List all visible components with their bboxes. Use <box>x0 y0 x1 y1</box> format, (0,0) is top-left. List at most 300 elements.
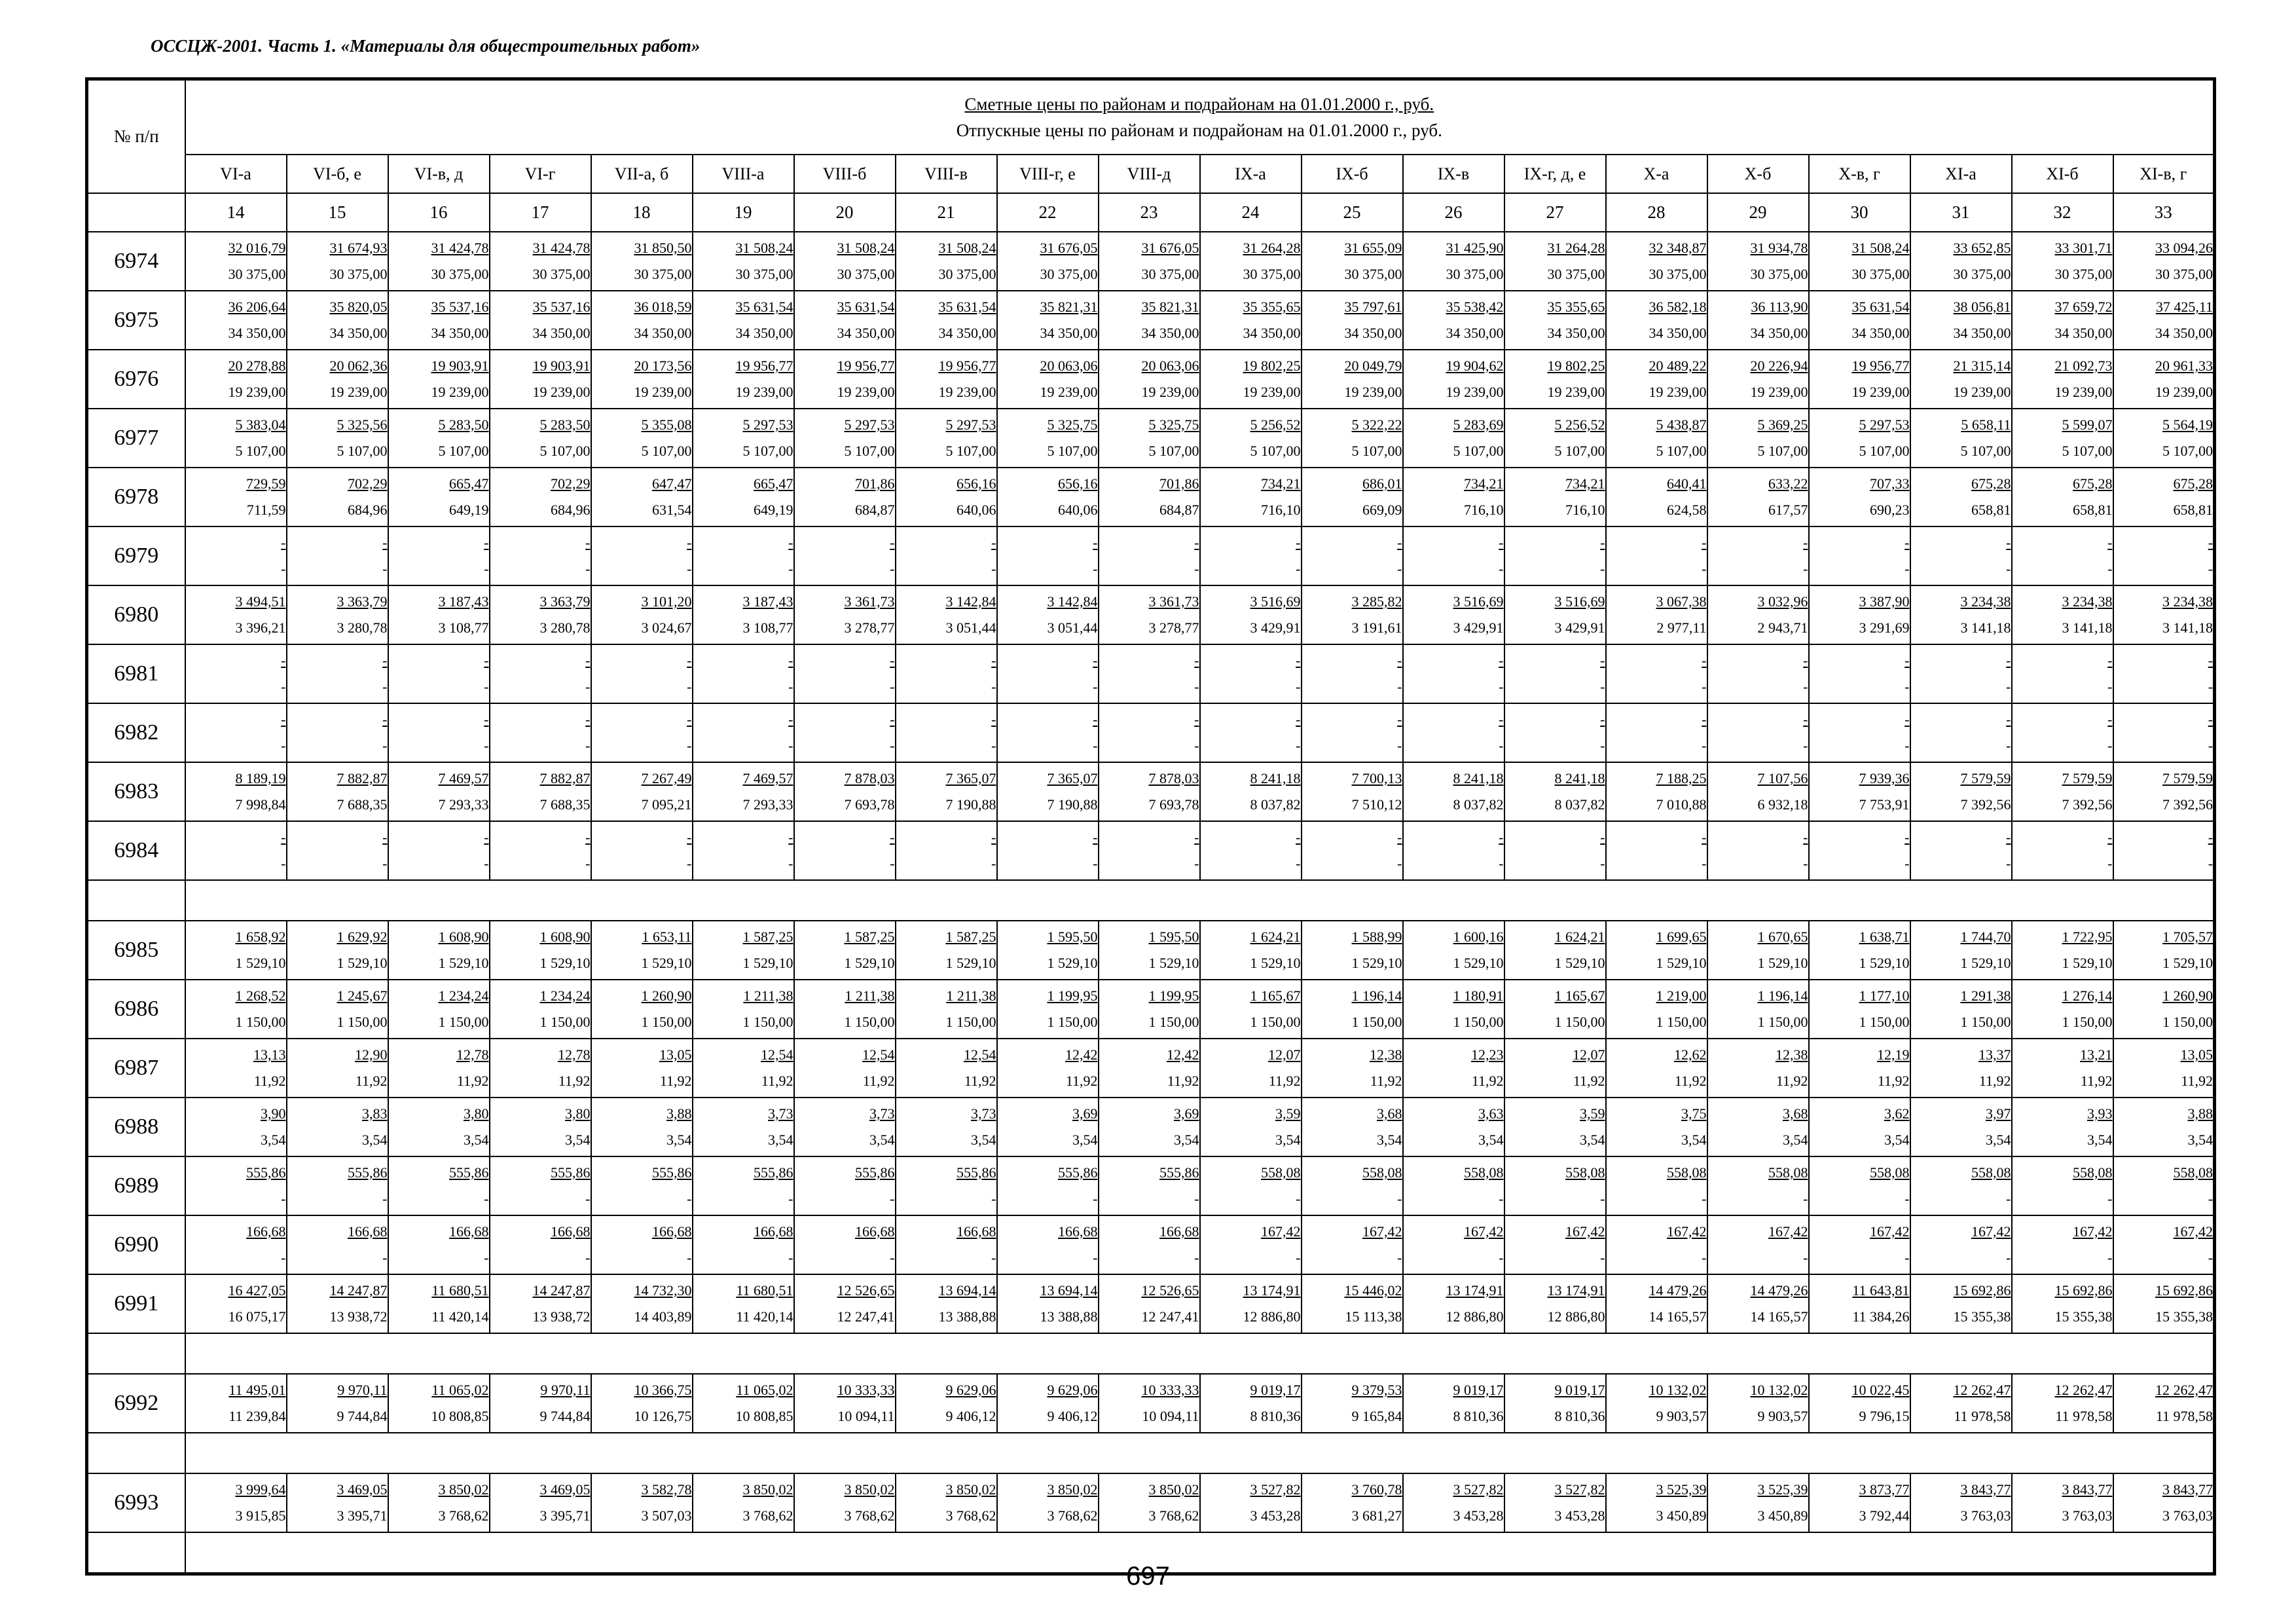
release-price: 30 375,00 <box>1141 266 1199 282</box>
price-cell <box>1504 980 1606 1039</box>
release-price: 13 388,88 <box>1040 1308 1098 1325</box>
release-price: 3 278,77 <box>844 619 895 636</box>
release-price: 7 693,78 <box>844 796 895 813</box>
price-cell <box>1403 585 1504 644</box>
estimate-price: - <box>1296 652 1301 669</box>
estimate-price: 5 297,53 <box>844 416 895 433</box>
price-cell <box>1606 232 1707 291</box>
price-cell <box>997 703 1099 762</box>
estimate-price: - <box>788 711 793 728</box>
district-header: VIII-а <box>693 155 794 193</box>
estimate-price: 1 211,38 <box>946 987 996 1004</box>
estimate-price: - <box>484 711 489 728</box>
price-cell <box>997 291 1099 350</box>
release-price: 19 239,00 <box>1243 384 1301 400</box>
release-price: - <box>1702 561 1707 577</box>
price-cell <box>388 1274 490 1333</box>
price-cell <box>997 1156 1099 1215</box>
price-cell <box>1099 409 1200 468</box>
estimate-price: 35 631,54 <box>938 299 996 315</box>
estimate-price: 555,86 <box>1058 1164 1098 1181</box>
estimate-price: 167,42 <box>1971 1223 2011 1240</box>
price-cell <box>693 703 794 762</box>
release-price: 1 150,00 <box>945 1014 996 1030</box>
estimate-price: 35 537,16 <box>431 299 489 315</box>
estimate-price-line <box>1911 766 2011 792</box>
release-price: 684,87 <box>1159 502 1199 518</box>
price-cell <box>1200 1374 1302 1433</box>
estimate-price-line <box>1911 294 2011 320</box>
price-cell <box>1910 1039 2012 1098</box>
estimate-price-line <box>1607 1377 1707 1403</box>
release-price: 11 384,26 <box>1852 1308 1910 1325</box>
price-cell <box>591 703 693 762</box>
price-cell <box>1200 232 1302 291</box>
estimate-price-line <box>896 1477 996 1503</box>
release-price: 7 510,12 <box>1351 796 1402 813</box>
price-cell <box>794 703 896 762</box>
price-cell <box>1707 762 1809 821</box>
price-cell <box>185 703 287 762</box>
price-cell <box>1910 703 2012 762</box>
estimate-price-line <box>2114 1377 2214 1403</box>
release-price: 631,54 <box>652 502 692 518</box>
release-price: - <box>1803 678 1808 695</box>
price-cell <box>1707 1274 1809 1333</box>
release-price: - <box>281 855 286 872</box>
estimate-price-line <box>1708 1101 1808 1127</box>
price-cell <box>1403 232 1504 291</box>
price-cell <box>287 1274 388 1333</box>
release-price: 34 350,00 <box>532 325 591 341</box>
estimate-price-line <box>1505 353 1605 379</box>
estimate-price-line <box>389 1101 489 1127</box>
estimate-price-line <box>389 530 489 556</box>
release-price: 34 350,00 <box>1040 325 1098 341</box>
estimate-price: 16 427,05 <box>228 1282 286 1299</box>
price-cell <box>997 821 1099 880</box>
price-cell <box>490 644 591 703</box>
estimate-price: - <box>890 711 895 728</box>
item-code: 6983 <box>87 762 185 821</box>
price-cell <box>1504 232 1606 291</box>
estimate-price: 1 196,14 <box>1351 987 1402 1004</box>
price-cell <box>1302 350 1403 409</box>
item-code: 6982 <box>87 703 185 762</box>
estimate-price-line <box>2013 824 2113 851</box>
release-price: 34 350,00 <box>837 325 895 341</box>
release-price: - <box>281 1190 286 1207</box>
price-cell <box>1302 585 1403 644</box>
estimate-price-line <box>998 924 1098 950</box>
release-price: 11,92 <box>355 1073 388 1089</box>
estimate-price-line <box>592 412 692 438</box>
price-cell <box>2113 1473 2215 1532</box>
release-price: 9 744,84 <box>539 1408 591 1424</box>
estimate-price: 3 582,78 <box>641 1481 692 1498</box>
estimate-price: 1 219,00 <box>1656 987 1707 1004</box>
estimate-price-line <box>693 924 793 950</box>
estimate-price: 19 904,62 <box>1446 358 1504 374</box>
table-row <box>87 1156 2215 1215</box>
price-cell <box>1606 644 1707 703</box>
estimate-price-line <box>1404 1377 1504 1403</box>
estimate-price: - <box>890 829 895 845</box>
price-cell <box>1707 1473 1809 1532</box>
release-price: - <box>687 1249 692 1266</box>
release-price: 1 150,00 <box>1148 1014 1199 1030</box>
release-price: - <box>382 561 388 577</box>
estimate-price: - <box>1600 829 1605 845</box>
release-price: 5 107,00 <box>539 443 591 459</box>
release-price: - <box>1093 678 1098 695</box>
release-price: 1 529,10 <box>2062 955 2113 971</box>
estimate-price: 3,93 <box>2087 1105 2113 1122</box>
estimate-price: 558,08 <box>2173 1164 2214 1181</box>
estimate-price-line <box>389 924 489 950</box>
estimate-price-line <box>2013 1101 2113 1127</box>
estimate-price: 10 132,02 <box>1649 1382 1707 1398</box>
item-code: 6975 <box>87 291 185 350</box>
price-cell <box>1606 1274 1707 1333</box>
estimate-price: - <box>1093 829 1098 845</box>
estimate-price: 12,42 <box>1167 1046 1199 1063</box>
price-cell <box>693 1098 794 1156</box>
estimate-price-line <box>693 983 793 1009</box>
estimate-price-line <box>1505 294 1605 320</box>
estimate-price: 5 369,25 <box>1757 416 1808 433</box>
price-cell <box>185 468 287 526</box>
column-number: 20 <box>794 193 896 232</box>
estimate-price: 13,37 <box>1978 1046 2011 1063</box>
price-cell <box>490 526 591 585</box>
estimate-price-line <box>998 707 1098 733</box>
estimate-price: 5 355,08 <box>641 416 692 433</box>
spacer-row <box>87 1333 2215 1374</box>
estimate-price: 38 056,81 <box>1953 299 2011 315</box>
estimate-price-line <box>896 924 996 950</box>
district-header: X-б <box>1707 155 1809 193</box>
release-price: 3 141,18 <box>2062 619 2113 636</box>
price-cell <box>1910 921 2012 980</box>
estimate-price-line <box>1708 294 1808 320</box>
district-header: XI-б <box>2012 155 2113 193</box>
estimate-price: 555,86 <box>551 1164 591 1181</box>
estimate-price: 14 247,87 <box>532 1282 591 1299</box>
estimate-price-line <box>2114 924 2214 950</box>
estimate-price: 558,08 <box>1870 1164 1910 1181</box>
estimate-price: 5 325,75 <box>1047 416 1098 433</box>
estimate-price-line <box>1911 707 2011 733</box>
estimate-price-line <box>2114 824 2214 851</box>
release-price: 3 453,28 <box>1250 1507 1301 1524</box>
estimate-price: 3,73 <box>869 1105 895 1122</box>
table-row <box>87 232 2215 291</box>
estimate-price-line <box>1404 530 1504 556</box>
estimate-price: 3,73 <box>768 1105 793 1122</box>
price-cell <box>1302 1274 1403 1333</box>
table-row <box>87 526 2215 585</box>
estimate-price-line <box>693 1160 793 1186</box>
estimate-price-line <box>1911 412 2011 438</box>
estimate-price-line <box>2013 924 2113 950</box>
estimate-price-line <box>1302 294 1402 320</box>
estimate-price: 3 101,20 <box>641 593 692 610</box>
price-cell <box>2012 585 2113 644</box>
release-price: 7 293,33 <box>742 796 793 813</box>
estimate-price: 35 631,54 <box>735 299 793 315</box>
estimate-price: - <box>2208 711 2214 728</box>
estimate-price-line <box>1302 353 1402 379</box>
price-cell <box>1403 821 1504 880</box>
release-price: 30 375,00 <box>735 266 793 282</box>
estimate-price: 1 260,90 <box>2162 987 2214 1004</box>
estimate-price-line <box>1099 707 1199 733</box>
estimate-price-line <box>1708 530 1808 556</box>
item-code: 6985 <box>87 921 185 980</box>
estimate-price: 9 970,11 <box>337 1382 388 1398</box>
estimate-price-line <box>1404 471 1504 497</box>
estimate-price: - <box>484 829 489 845</box>
estimate-price-line <box>1810 1219 1910 1245</box>
column-number: 24 <box>1200 193 1302 232</box>
column-number: 31 <box>1910 193 2012 232</box>
estimate-price: 558,08 <box>1464 1164 1504 1181</box>
estimate-price: 11 680,51 <box>736 1282 793 1299</box>
release-price: 30 375,00 <box>431 266 489 282</box>
release-price: 1 150,00 <box>1960 1014 2011 1030</box>
release-price: 9 744,84 <box>337 1408 388 1424</box>
estimate-price-line <box>287 983 388 1009</box>
price-cell <box>1099 1098 1200 1156</box>
estimate-price: 21 315,14 <box>1953 358 2011 374</box>
estimate-price: 1 177,10 <box>1859 987 1910 1004</box>
release-price: - <box>2107 1249 2113 1266</box>
estimate-price: 1 276,14 <box>2062 987 2113 1004</box>
estimate-price-line <box>186 1278 286 1304</box>
price-cell <box>794 1274 896 1333</box>
column-number: 19 <box>693 193 794 232</box>
price-cell <box>287 980 388 1039</box>
price-cell <box>591 980 693 1039</box>
release-price: - <box>484 737 489 754</box>
release-price: - <box>1499 1249 1504 1266</box>
estimate-price: 7 469,57 <box>438 770 489 786</box>
price-cell <box>693 1156 794 1215</box>
estimate-price-line <box>2114 589 2214 615</box>
price-cell <box>1302 980 1403 1039</box>
price-cell <box>185 232 287 291</box>
estimate-price-line <box>1201 1160 1301 1186</box>
estimate-price: 3 234,38 <box>1960 593 2011 610</box>
release-price: - <box>1397 737 1402 754</box>
estimate-price-line <box>490 1477 591 1503</box>
price-cell <box>287 350 388 409</box>
price-cell <box>896 350 997 409</box>
estimate-price-line <box>1708 1219 1808 1245</box>
release-price: 3 768,62 <box>1148 1507 1199 1524</box>
estimate-price-line <box>592 648 692 674</box>
release-price: 11,92 <box>1471 1073 1504 1089</box>
release-price: 11,92 <box>761 1073 793 1089</box>
price-cell <box>1099 232 1200 291</box>
item-code: 6978 <box>87 468 185 526</box>
estimate-price: 1 595,50 <box>1047 929 1098 945</box>
estimate-price-line <box>795 294 895 320</box>
price-cell <box>2012 980 2113 1039</box>
price-cell <box>1504 1098 1606 1156</box>
estimate-price-line <box>1607 412 1707 438</box>
estimate-price: 33 652,85 <box>1953 240 2011 256</box>
price-cell <box>1099 585 1200 644</box>
estimate-price-line <box>2013 353 2113 379</box>
estimate-price: 3 032,96 <box>1757 593 1808 610</box>
release-price: 11,92 <box>2080 1073 2113 1089</box>
release-price: 5 107,00 <box>2062 443 2113 459</box>
estimate-price: 37 659,72 <box>2054 299 2113 315</box>
estimate-price: 167,42 <box>1768 1223 1808 1240</box>
estimate-price: - <box>2107 829 2113 845</box>
table-body <box>87 232 2215 1574</box>
estimate-price: 3 527,82 <box>1453 1481 1504 1498</box>
release-price: - <box>2107 678 2113 695</box>
release-price: 3,54 <box>1580 1132 1605 1148</box>
release-price: 1 529,10 <box>1554 955 1605 971</box>
estimate-price-line <box>592 983 692 1009</box>
release-price: 2 977,11 <box>1656 619 1707 636</box>
estimate-price: 31 508,24 <box>837 240 895 256</box>
district-header: XI-а <box>1910 155 2012 193</box>
release-price: 1 150,00 <box>1453 1014 1504 1030</box>
release-price: 10 094,11 <box>837 1408 895 1424</box>
column-number-blank <box>87 193 185 232</box>
estimate-price: 3,59 <box>1580 1105 1605 1122</box>
release-price: - <box>1093 561 1098 577</box>
table-row <box>87 821 2215 880</box>
release-price: - <box>484 855 489 872</box>
estimate-price: 1 705,57 <box>2162 929 2214 945</box>
release-price: 3 051,44 <box>1047 619 1098 636</box>
estimate-price-line <box>186 824 286 851</box>
estimate-price-line <box>795 1101 895 1127</box>
release-price: - <box>991 1190 996 1207</box>
estimate-price: 5 283,50 <box>438 416 489 433</box>
release-price: 19 239,00 <box>735 384 793 400</box>
release-price: - <box>1904 561 1910 577</box>
estimate-price: 7 882,87 <box>539 770 591 786</box>
estimate-price-line <box>693 648 793 674</box>
estimate-price-line <box>287 589 388 615</box>
price-cell <box>1910 291 2012 350</box>
estimate-price-line <box>1099 824 1199 851</box>
estimate-price: - <box>1397 829 1402 845</box>
price-cell <box>1707 703 1809 762</box>
estimate-price: 1 608,90 <box>539 929 591 945</box>
district-header: X-а <box>1606 155 1707 193</box>
estimate-price-line <box>2013 1219 2113 1245</box>
release-price: 19 239,00 <box>1141 384 1199 400</box>
estimate-price-line <box>1708 412 1808 438</box>
release-price: - <box>1296 678 1301 695</box>
estimate-price-line <box>287 1160 388 1186</box>
price-cell <box>287 526 388 585</box>
estimate-price-line <box>389 1219 489 1245</box>
estimate-price-line <box>1404 1477 1504 1503</box>
estimate-price: - <box>1194 711 1199 728</box>
estimate-price: 20 173,56 <box>634 358 692 374</box>
estimate-price: 3 469,05 <box>337 1481 388 1498</box>
estimate-price: - <box>1296 711 1301 728</box>
estimate-price-line <box>592 1042 692 1068</box>
estimate-price: 13,13 <box>253 1046 286 1063</box>
release-price: - <box>1600 1249 1605 1266</box>
release-price: - <box>1397 1249 1402 1266</box>
release-price: 3 280,78 <box>539 619 591 636</box>
price-cell <box>185 1374 287 1433</box>
estimate-price: - <box>1397 652 1402 669</box>
price-cell <box>1302 644 1403 703</box>
estimate-price-line <box>1505 1042 1605 1068</box>
estimate-price-line <box>998 1377 1098 1403</box>
estimate-price-line <box>693 589 793 615</box>
estimate-price-line <box>287 824 388 851</box>
estimate-price-line <box>389 1477 489 1503</box>
estimate-price-line <box>2114 1042 2214 1068</box>
release-price: 3 429,91 <box>1250 619 1301 636</box>
estimate-price: - <box>1904 534 1910 551</box>
estimate-price: 7 188,25 <box>1656 770 1707 786</box>
price-cell <box>1809 1098 1910 1156</box>
estimate-price-line <box>1505 235 1605 261</box>
estimate-price-line <box>1607 983 1707 1009</box>
release-price: - <box>2208 737 2214 754</box>
price-cell <box>1200 1215 1302 1274</box>
release-price: 1 150,00 <box>844 1014 895 1030</box>
estimate-price-line <box>896 294 996 320</box>
estimate-price: 1 268,52 <box>235 987 286 1004</box>
price-cell <box>388 526 490 585</box>
estimate-price: - <box>991 829 996 845</box>
release-price: 7 688,35 <box>539 796 591 813</box>
release-price: 9 406,12 <box>945 1408 996 1424</box>
price-cell <box>1302 409 1403 468</box>
estimate-price: 1 608,90 <box>438 929 489 945</box>
estimate-price: 3 843,77 <box>2062 1481 2113 1498</box>
price-cell <box>1403 1274 1504 1333</box>
release-price: 8 810,36 <box>1554 1408 1605 1424</box>
estimate-price-line <box>2114 471 2214 497</box>
release-price: 3 453,28 <box>1554 1507 1605 1524</box>
price-cell <box>1504 921 1606 980</box>
release-price: 3,54 <box>768 1132 793 1148</box>
release-price: 34 350,00 <box>735 325 793 341</box>
release-price: 716,10 <box>1464 502 1504 518</box>
estimate-price-line <box>287 1219 388 1245</box>
release-price: 1 529,10 <box>235 955 286 971</box>
price-cell <box>693 821 794 880</box>
price-cell <box>185 1098 287 1156</box>
estimate-price: 8 241,18 <box>1250 770 1301 786</box>
price-cell <box>1200 585 1302 644</box>
estimate-price: 3 873,77 <box>1859 1481 1910 1498</box>
price-cell <box>490 585 591 644</box>
release-price: 13 938,72 <box>329 1308 388 1325</box>
estimate-price: 10 022,45 <box>1851 1382 1910 1398</box>
price-cell <box>1099 703 1200 762</box>
estimate-price-line <box>998 235 1098 261</box>
price-cell <box>1302 291 1403 350</box>
estimate-price-line <box>2013 235 2113 261</box>
